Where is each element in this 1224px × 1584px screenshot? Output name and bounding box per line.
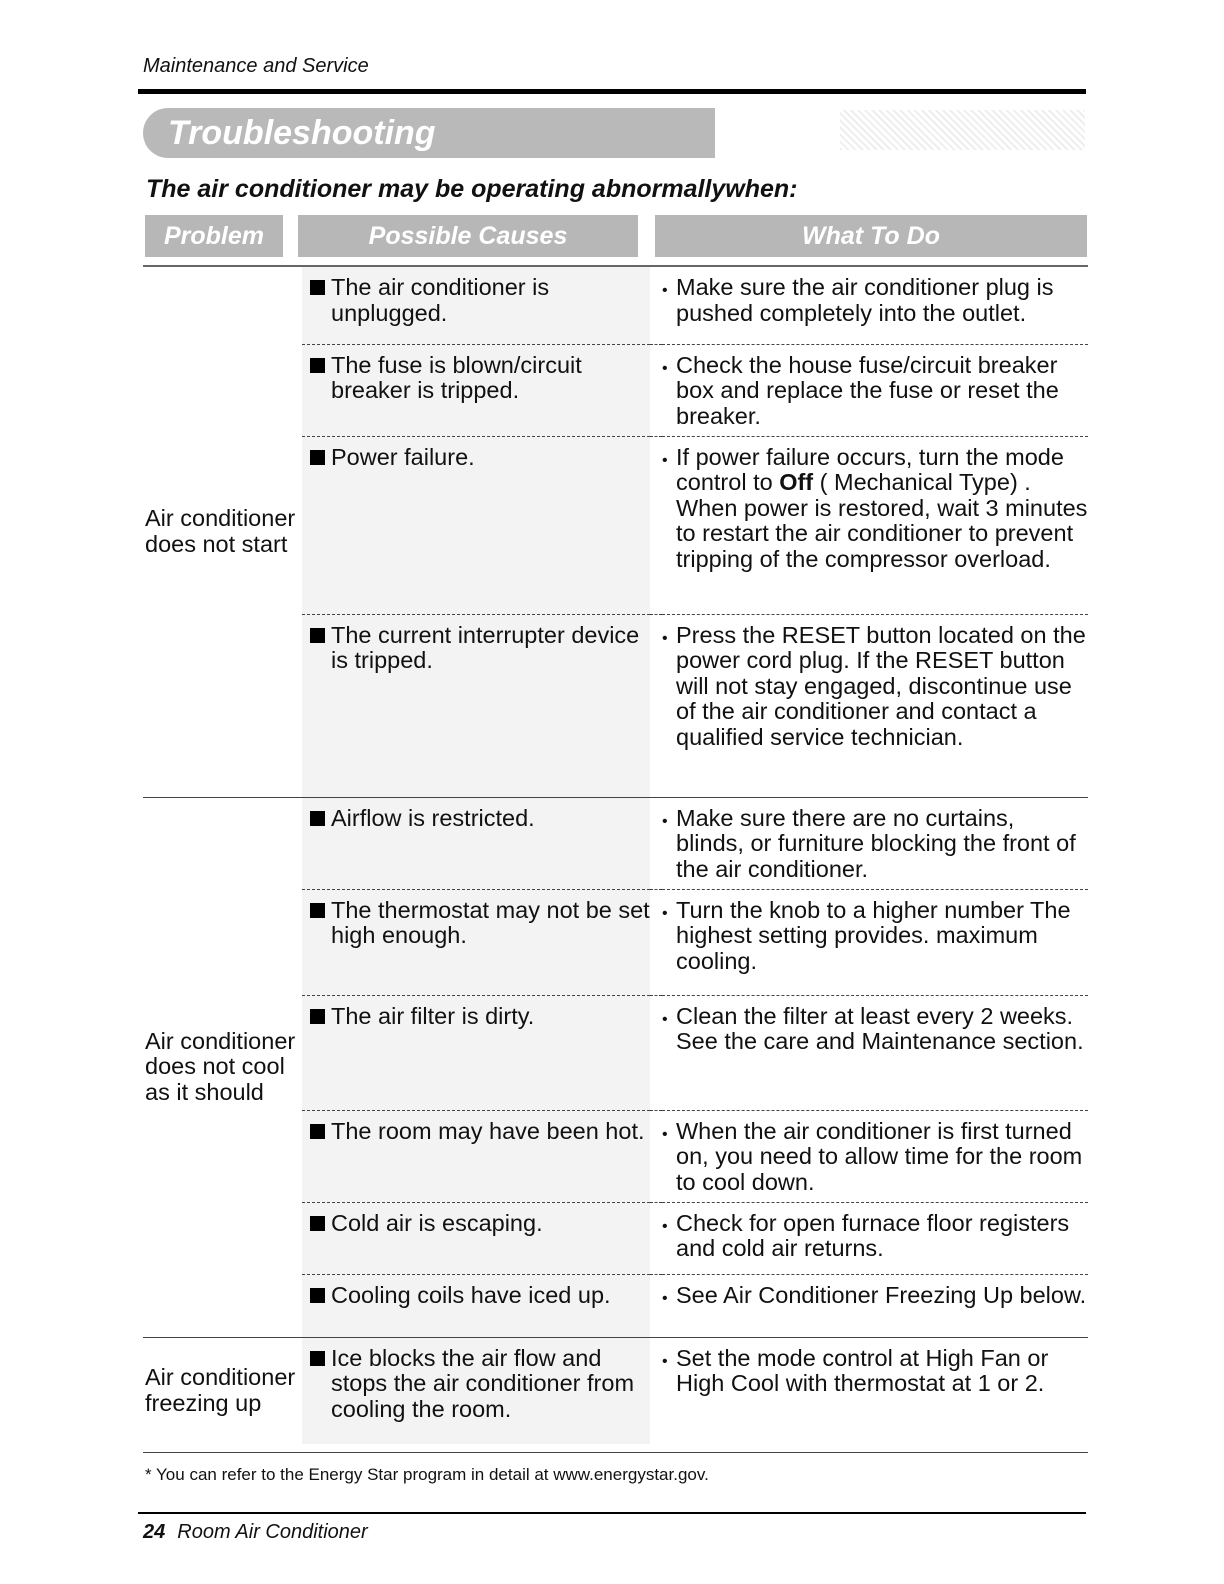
- todo-text: Set the mode control at High Fan or High Cool with thermostat at 1 or 2.: [676, 1344, 1049, 1396]
- subtitle: The air conditioner may be operating abnormallywhen:: [146, 175, 798, 203]
- problem-text: Air conditioner freezing up: [145, 1364, 296, 1416]
- todo-text-part: ( Mechanical Type) . When power is restored, wait 3 minutes to restart the air conditioner to prevent tripping of the compressor overload.: [676, 469, 1088, 572]
- cause-cell: [302, 436, 650, 614]
- todo-cell: [662, 266, 1088, 344]
- header-rule: [138, 89, 1086, 94]
- todo-bold: Off: [779, 469, 814, 495]
- bullet-icon: [662, 623, 676, 751]
- problem-cell: [143, 797, 302, 1337]
- todo-text: Check for open furnace floor registers and cold air returns.: [676, 1209, 1070, 1261]
- page-number: 24: [143, 1521, 166, 1543]
- gutter: [650, 266, 662, 344]
- todo-text: [676, 445, 1088, 573]
- footer-title: Room Air Conditioner: [177, 1521, 368, 1543]
- cause-text: The air filter is dirty.: [331, 1002, 535, 1029]
- table-row: [143, 266, 1088, 344]
- todo-cell: [662, 1274, 1088, 1337]
- square-bullet-icon: [310, 903, 325, 918]
- decorative-pattern: [840, 110, 1085, 150]
- square-bullet-icon: [310, 280, 325, 295]
- column-header-todo: What To Do: [655, 215, 1087, 257]
- footnote: * You can refer to the Energy Star program in detail at www.energystar.gov.: [145, 1465, 709, 1484]
- cause-cell: [302, 344, 650, 436]
- todo-text: When the air conditioner is first turned on, you need to allow time for the room to cool down.: [676, 1117, 1083, 1195]
- todo-text: Check the house fuse/circuit breaker box and replace the fuse or reset the breaker.: [676, 351, 1059, 429]
- todo-text: Make sure the air conditioner plug is pushed completely into the outlet.: [676, 274, 1054, 326]
- todo-cell: [662, 614, 1088, 797]
- gutter: [650, 1274, 662, 1337]
- bullet-icon: [662, 445, 676, 573]
- cause-text: Airflow is restricted.: [331, 804, 535, 831]
- footer-rule: [138, 1512, 1086, 1514]
- cause-cell: [302, 797, 650, 889]
- problem-text: Air conditioner does not cool as it should: [145, 1027, 296, 1105]
- todo-cell: [662, 1110, 1088, 1202]
- bullet-icon: [662, 1211, 676, 1262]
- square-bullet-icon: [310, 628, 325, 643]
- troubleshooting-table: [143, 265, 1088, 1444]
- gutter: [650, 1337, 662, 1444]
- square-bullet-icon: [310, 811, 325, 826]
- gutter: [650, 1202, 662, 1274]
- column-header-causes: Possible Causes: [298, 215, 638, 257]
- todo-cell: [662, 344, 1088, 436]
- gutter: [650, 1110, 662, 1202]
- todo-text: Make sure there are no curtains, blinds, or furniture blocking the front of the air conditioner.: [676, 804, 1076, 882]
- gutter: [650, 344, 662, 436]
- table-row: [143, 1337, 1088, 1444]
- square-bullet-icon: [310, 1288, 325, 1303]
- gutter: [650, 614, 662, 797]
- square-bullet-icon: [310, 1351, 325, 1366]
- square-bullet-icon: [310, 358, 325, 373]
- square-bullet-icon: [310, 1009, 325, 1024]
- todo-cell: [662, 1337, 1088, 1444]
- bullet-icon: [662, 1119, 676, 1196]
- column-header-problem: Problem: [145, 215, 283, 257]
- bullet-icon: [662, 353, 676, 430]
- cause-text: The thermostat may not be set high enough.: [331, 896, 650, 948]
- cause-cell: [302, 1202, 650, 1274]
- gutter: [650, 797, 662, 889]
- gutter: [650, 995, 662, 1110]
- table-bottom-rule: [143, 1452, 1088, 1453]
- bullet-icon: [662, 898, 676, 975]
- cause-cell: [302, 614, 650, 797]
- cause-cell: [302, 266, 650, 344]
- bullet-icon: [662, 1283, 676, 1312]
- todo-text: Clean the filter at least every 2 weeks. See the care and Maintenance section.: [676, 1002, 1084, 1054]
- problem-text: Air conditioner does not start: [145, 505, 296, 557]
- problem-cell: [143, 266, 302, 797]
- square-bullet-icon: [310, 450, 325, 465]
- cause-cell: [302, 889, 650, 995]
- todo-cell: [662, 436, 1088, 614]
- gutter: [650, 436, 662, 614]
- cause-text: The air conditioner is unplugged.: [331, 274, 550, 326]
- bullet-icon: [662, 1004, 676, 1055]
- square-bullet-icon: [310, 1124, 325, 1139]
- gutter: [650, 889, 662, 995]
- todo-text: Turn the knob to a higher number The highest setting provides. maximum cooling.: [676, 896, 1071, 974]
- todo-cell: [662, 995, 1088, 1110]
- cause-cell: [302, 1274, 650, 1337]
- problem-cell: [143, 1337, 302, 1444]
- section-header: Maintenance and Service: [143, 55, 369, 77]
- cause-text: The room may have been hot.: [331, 1117, 645, 1144]
- todo-text: Press the RESET button located on the power cord plug. If the RESET button will not stay engaged, discontinue use of the air conditioner and contact a qualified service technician.: [676, 621, 1086, 750]
- cause-cell: [302, 1110, 650, 1202]
- cause-text: Ice blocks the air flow and stops the air conditioner from cooling the room.: [331, 1344, 635, 1422]
- square-bullet-icon: [310, 1216, 325, 1231]
- todo-cell: [662, 797, 1088, 889]
- bullet-icon: [662, 275, 676, 326]
- section-banner: Troubleshooting: [143, 108, 715, 158]
- cause-text: Power failure.: [331, 443, 475, 470]
- cause-text: The current interrupter device is tripped.: [331, 621, 640, 673]
- todo-cell: [662, 889, 1088, 995]
- cause-text: The fuse is blown/circuit breaker is tripped.: [331, 351, 582, 403]
- cause-cell: [302, 1337, 650, 1444]
- cause-text: Cold air is escaping.: [331, 1209, 543, 1236]
- footer: [143, 1521, 368, 1544]
- todo-cell: [662, 1202, 1088, 1274]
- bullet-icon: [662, 1346, 676, 1397]
- todo-text-part: If power failure occurs, turn the mode control to: [676, 443, 1064, 495]
- todo-text: See Air Conditioner Freezing Up below.: [676, 1281, 1087, 1308]
- cause-text: Cooling coils have iced up.: [331, 1281, 611, 1308]
- cause-cell: [302, 995, 650, 1110]
- table-row: [143, 797, 1088, 889]
- bullet-icon: [662, 806, 676, 883]
